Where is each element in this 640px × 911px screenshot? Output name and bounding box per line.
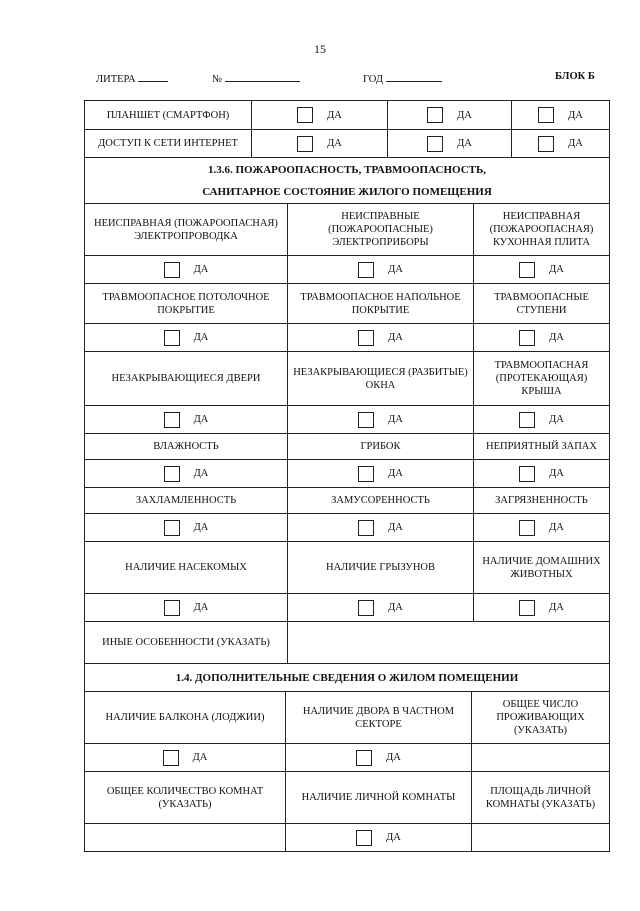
internet-label: ДОСТУП К СЕТИ ИНТЕРНЕТ: [98, 138, 238, 149]
hazard-label: НЕПРИЯТНЫЙ ЗАПАХ: [473, 434, 609, 459]
checkbox[interactable]: [358, 600, 374, 616]
hazard-label: НАЛИЧИЕ НАСЕКОМЫХ: [125, 562, 247, 573]
extra-label-row: [85, 691, 609, 743]
checkbox[interactable]: [538, 107, 554, 123]
checkbox-cell: [287, 460, 473, 487]
checkbox-label: ДА: [388, 468, 403, 479]
checkbox[interactable]: [297, 136, 313, 152]
checkbox-label: ДА: [549, 468, 564, 479]
tablet-option-1: [251, 101, 387, 129]
checkbox-cell: [473, 514, 609, 541]
checkbox[interactable]: [164, 262, 180, 278]
checkbox[interactable]: [164, 520, 180, 536]
tablet-row: [85, 101, 609, 129]
extra-label: ОБЩЕЕ КОЛИЧЕСТВО КОМНАТ (УКАЗАТЬ): [106, 785, 264, 810]
checkbox-label: ДА: [327, 138, 342, 149]
year-label: ГОД: [363, 74, 384, 85]
tablet-option-3: [511, 101, 609, 129]
rooms-count-field[interactable]: [85, 824, 285, 851]
checkbox-label: ДА: [192, 752, 208, 763]
hazard-label-row: [85, 283, 609, 323]
hazard-label: ГРИБОК: [287, 434, 473, 459]
extra-checkbox-row: [85, 743, 609, 771]
checkbox-cell: [473, 256, 609, 283]
hazard-label: ТРАВМООПАСНЫЕ СТУПЕНИ: [473, 284, 609, 323]
checkbox[interactable]: [164, 330, 180, 346]
checkbox-label: ДА: [193, 414, 209, 425]
checkbox-cell: [85, 744, 285, 771]
checkbox-cell: [287, 256, 473, 283]
checkbox[interactable]: [356, 830, 372, 846]
checkbox-label: ДА: [388, 522, 403, 533]
section-136-title-line1: 1.3.6. ПОЖАРООПАСНОСТЬ, ТРАВМООПАСНОСТЬ,: [208, 163, 486, 176]
hazard-label: НЕЗАКРЫВАЮЩИЕСЯ (РАЗБИТЫЕ) ОКНА: [287, 352, 473, 405]
hazard-label: НЕЗАКРЫВАЮЩИЕСЯ ДВЕРИ: [111, 373, 261, 384]
checkbox[interactable]: [519, 412, 535, 428]
internet-option-3: [511, 130, 609, 157]
hazard-label: ТРАВМООПАСНОЕ НАПОЛЬНОЕ ПОКРЫТИЕ: [287, 284, 473, 323]
checkbox[interactable]: [538, 136, 554, 152]
hazard-label-row: [85, 433, 609, 459]
checkbox-label: ДА: [457, 138, 472, 149]
checkbox[interactable]: [164, 600, 180, 616]
checkbox-label: ДА: [386, 832, 401, 843]
section-136-title-line2: САНИТАРНОЕ СОСТОЯНИЕ ЖИЛОГО ПОМЕЩЕНИЯ: [202, 185, 492, 198]
other-features-label: ИНЫЕ ОСОБЕННОСТИ (УКАЗАТЬ): [102, 637, 270, 648]
checkbox-label: ДА: [457, 109, 472, 121]
section-14-title: 1.4. ДОПОЛНИТЕЛЬНЫЕ СВЕДЕНИЯ О ЖИЛОМ ПОМЕЩЕНИИ: [175, 671, 519, 684]
checkbox[interactable]: [297, 107, 313, 123]
checkbox-label: ДА: [193, 332, 209, 343]
checkbox-label: ДА: [327, 109, 342, 121]
checkbox[interactable]: [519, 466, 535, 482]
extra-label: НАЛИЧИЕ ДВОРА В ЧАСТНОМ СЕКТОРЕ: [285, 692, 471, 743]
checkbox-cell: [85, 460, 287, 487]
checkbox-cell: [287, 324, 473, 351]
section-136-header: [85, 157, 609, 203]
checkbox[interactable]: [164, 466, 180, 482]
hazard-label: ЗАХЛАМЛЕННОСТЬ: [135, 495, 237, 506]
hazard-label-row: [85, 351, 609, 405]
litera-label: ЛИТЕРА: [96, 74, 136, 85]
extra-label-row: [85, 771, 609, 823]
hazard-label-row: [85, 487, 609, 513]
extra-checkbox-row: [85, 823, 609, 851]
checkbox-label: ДА: [549, 522, 564, 533]
hazard-label: ЗАГРЯЗНЕННОСТЬ: [473, 488, 609, 513]
checkbox[interactable]: [356, 750, 372, 766]
hazard-checkbox-row: [85, 513, 609, 541]
residents-count-field[interactable]: [471, 744, 609, 771]
checkbox[interactable]: [164, 412, 180, 428]
internet-row: [85, 129, 609, 157]
hazard-checkbox-row: [85, 459, 609, 487]
hazard-label: ТРАВМООПАСНАЯ (ПРОТЕКАЮЩАЯ) КРЫША: [473, 352, 609, 405]
tablet-option-2: [387, 101, 511, 129]
hazard-label: ТРАВМООПАСНОЕ ПОТОЛОЧНОЕ ПОКРЫТИЕ: [102, 291, 270, 316]
checkbox-cell: [473, 460, 609, 487]
checkbox-label: ДА: [388, 414, 403, 425]
checkbox-cell: [473, 594, 609, 621]
hazard-label-row: [85, 203, 609, 255]
checkbox-cell: [85, 594, 287, 621]
checkbox-label: ДА: [549, 414, 564, 425]
number-blank[interactable]: [225, 71, 300, 82]
checkbox-cell: [287, 514, 473, 541]
checkbox-label: ДА: [568, 109, 583, 121]
checkbox-label: ДА: [388, 602, 403, 613]
checkbox[interactable]: [519, 520, 535, 536]
checkbox[interactable]: [427, 136, 443, 152]
checkbox-cell: [473, 324, 609, 351]
hazard-label-row: [85, 541, 609, 593]
checkbox-label: ДА: [386, 752, 401, 763]
hazard-checkbox-row: [85, 593, 609, 621]
checkbox-label: ДА: [568, 138, 583, 149]
checkbox[interactable]: [519, 600, 535, 616]
room-area-field[interactable]: [471, 824, 609, 851]
number-field: [212, 71, 300, 85]
litera-field: [96, 71, 168, 85]
checkbox-label: ДА: [193, 468, 209, 479]
number-label: №: [212, 74, 223, 85]
checkbox-label: ДА: [193, 602, 209, 613]
checkbox-label: ДА: [549, 332, 564, 343]
checkbox-label: ДА: [549, 602, 564, 613]
hazard-label: НЕИСПРАВНАЯ (ПОЖАРООПАСНАЯ) КУХОННАЯ ПЛИТА: [473, 204, 609, 255]
hazard-label: НАЛИЧИЕ ГРЫЗУНОВ: [287, 542, 473, 593]
checkbox[interactable]: [358, 262, 374, 278]
checkbox-cell: [85, 256, 287, 283]
checkbox[interactable]: [427, 107, 443, 123]
checkbox[interactable]: [163, 750, 179, 766]
checkbox[interactable]: [358, 466, 374, 482]
checkbox[interactable]: [519, 330, 535, 346]
hazard-label: НАЛИЧИЕ ДОМАШНИХ ЖИВОТНЫХ: [473, 542, 609, 593]
other-features-field[interactable]: [287, 622, 609, 663]
checkbox[interactable]: [519, 262, 535, 278]
other-features-row: [85, 621, 609, 663]
hazard-label: ВЛАЖНОСТЬ: [153, 441, 219, 452]
survey-form-table: [84, 100, 610, 852]
tablet-label: ПЛАНШЕТ (СМАРТФОН): [106, 109, 230, 121]
hazard-checkbox-row: [85, 405, 609, 433]
checkbox-cell: [85, 406, 287, 433]
checkbox-label: ДА: [388, 332, 403, 343]
checkbox-label: ДА: [193, 522, 209, 533]
checkbox-cell: [85, 514, 287, 541]
hazard-label: ЗАМУСОРЕННОСТЬ: [287, 488, 473, 513]
checkbox[interactable]: [358, 412, 374, 428]
extra-label: НАЛИЧИЕ ЛИЧНОЙ КОМНАТЫ: [285, 772, 471, 823]
page-number: 15: [314, 42, 326, 56]
year-field: [363, 71, 442, 85]
extra-label: ПЛОЩАДЬ ЛИЧНОЙ КОМНАТЫ (УКАЗАТЬ): [471, 772, 609, 823]
internet-option-1: [251, 130, 387, 157]
checkbox-cell: [285, 824, 471, 851]
checkbox-cell: [85, 324, 287, 351]
checkbox-cell: [473, 406, 609, 433]
checkbox-label: ДА: [549, 264, 564, 275]
internet-option-2: [387, 130, 511, 157]
hazard-checkbox-row: [85, 323, 609, 351]
section-14-header: [85, 663, 609, 691]
checkbox-cell: [287, 406, 473, 433]
checkbox-label: ДА: [193, 264, 209, 275]
extra-label: НАЛИЧИЕ БАЛКОНА (ЛОДЖИИ): [105, 712, 265, 723]
checkbox-cell: [287, 594, 473, 621]
hazard-checkbox-row: [85, 255, 609, 283]
hazard-label: НЕИСПРАВНЫЕ (ПОЖАРООПАСНЫЕ) ЭЛЕКТРОПРИБОРЫ: [287, 204, 473, 255]
hazard-label: НЕИСПРАВНАЯ (ПОЖАРООПАСНАЯ) ЭЛЕКТРОПРОВОДКА: [94, 217, 278, 242]
checkbox-cell: [285, 744, 471, 771]
extra-label: ОБЩЕЕ ЧИСЛО ПРОЖИВАЮЩИХ (УКАЗАТЬ): [471, 692, 609, 743]
checkbox[interactable]: [358, 330, 374, 346]
checkbox[interactable]: [358, 520, 374, 536]
block-label: БЛОК Б: [555, 71, 595, 82]
checkbox-label: ДА: [388, 264, 403, 275]
year-blank[interactable]: [386, 71, 442, 82]
litera-blank[interactable]: [138, 71, 168, 82]
